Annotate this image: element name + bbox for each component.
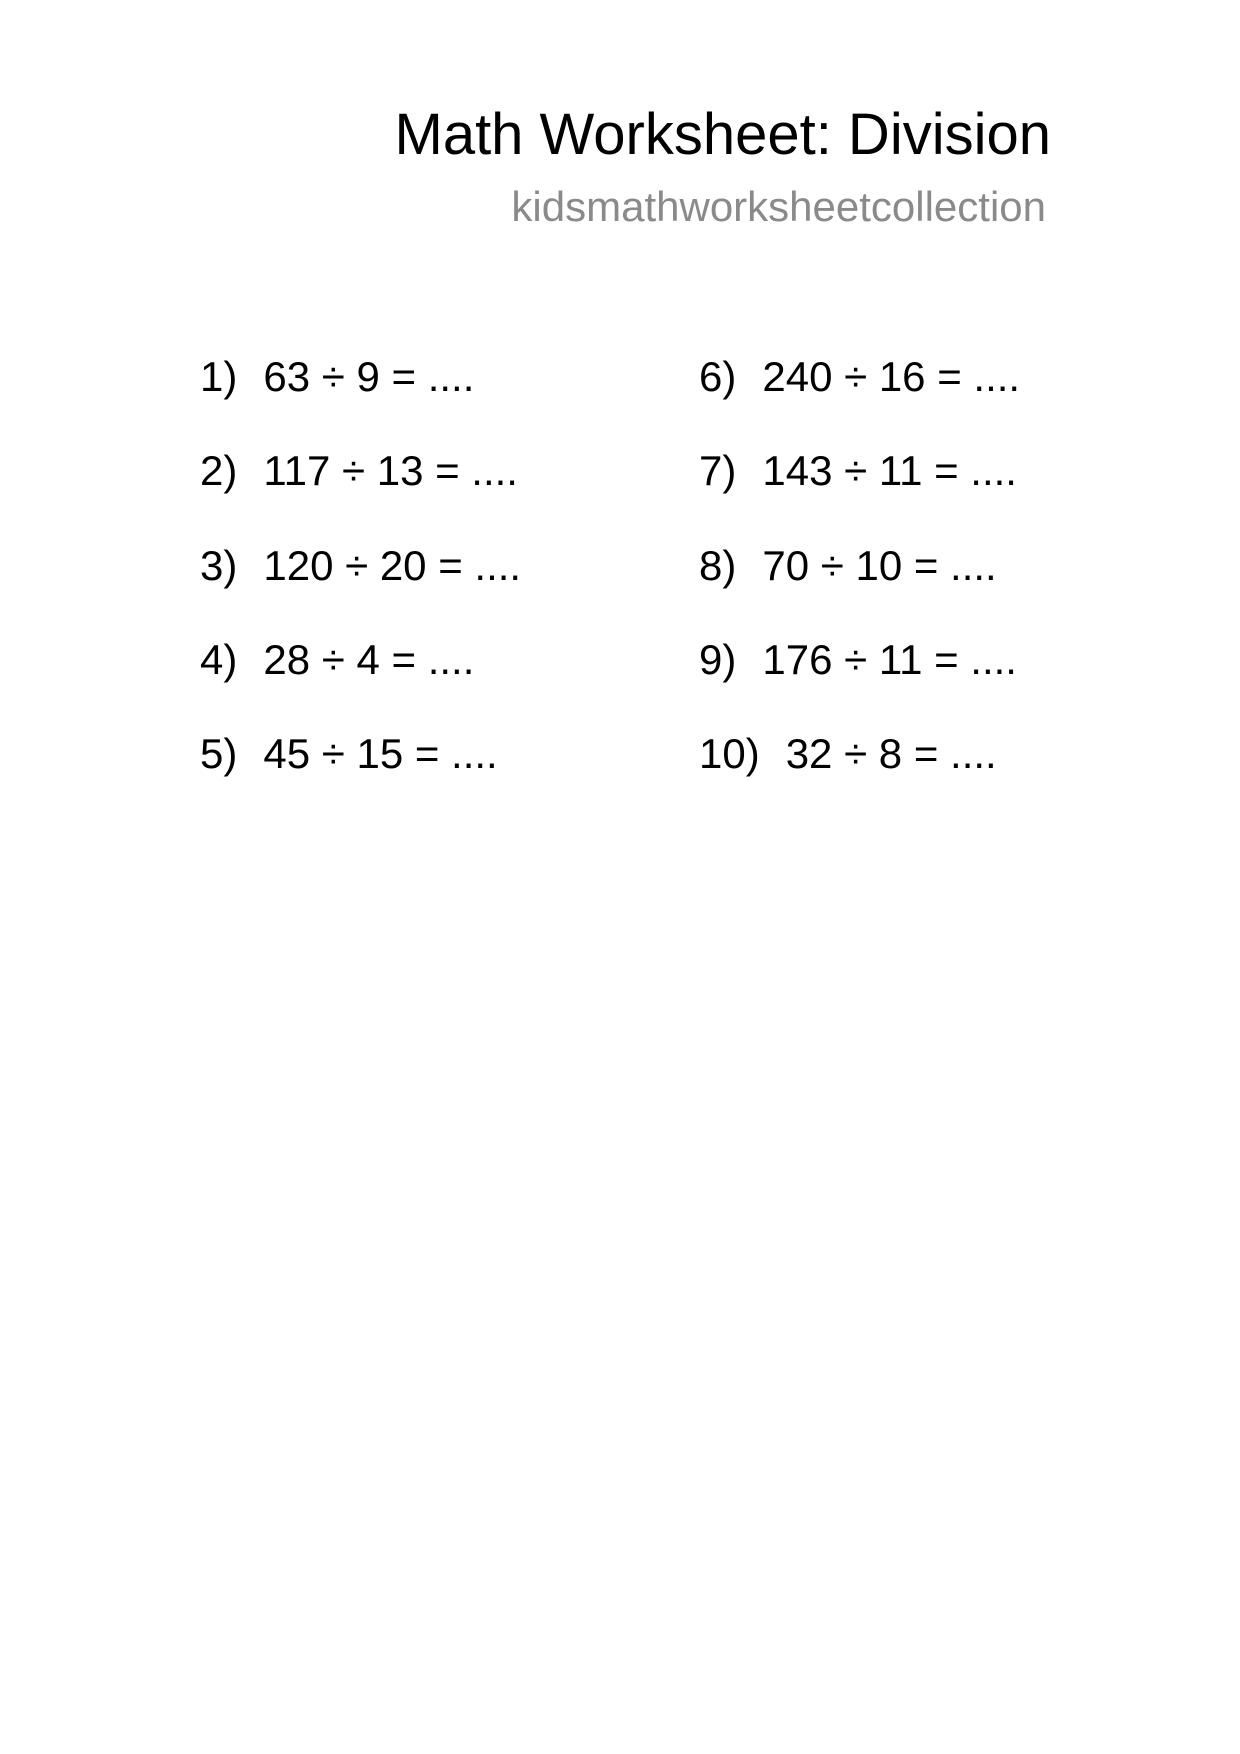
problem-number: 7): [699, 447, 737, 494]
problem-expression: 63 ÷ 9 = ....: [263, 353, 475, 400]
problem-expression: 70 ÷ 10 = ....: [762, 542, 997, 589]
problem-expression: 45 ÷ 15 = ....: [263, 730, 498, 777]
problem-expression: 143 ÷ 11 = ....: [762, 447, 1017, 494]
problem-2: [200, 446, 518, 496]
worksheet-title: Math Worksheet: Division: [394, 102, 1051, 167]
problem-5: [200, 729, 498, 779]
problem-number: 2): [200, 447, 238, 494]
problem-expression: 32 ÷ 8 = ....: [785, 730, 997, 777]
problem-number: 1): [200, 353, 238, 400]
problem-number: 8): [699, 542, 737, 589]
problem-4: [200, 635, 474, 685]
problem-10: [699, 729, 997, 779]
problem-number: 6): [699, 353, 737, 400]
problem-number: 9): [699, 636, 737, 683]
problem-expression: 120 ÷ 20 = ....: [263, 542, 522, 589]
problem-1: [200, 352, 474, 402]
problem-3: [200, 541, 521, 591]
worksheet-source: kidsmathworksheetcollection: [511, 183, 1046, 230]
problem-number: 4): [200, 636, 238, 683]
problem-6: [699, 352, 1020, 402]
problem-8: [699, 541, 997, 591]
problem-7: [699, 446, 1017, 496]
problem-expression: 117 ÷ 13 = ....: [263, 447, 518, 494]
problem-expression: 240 ÷ 16 = ....: [762, 353, 1021, 400]
problem-expression: 28 ÷ 4 = ....: [263, 636, 475, 683]
problem-number: 10): [699, 730, 760, 777]
problem-expression: 176 ÷ 11 = ....: [762, 636, 1017, 683]
problem-9: [699, 635, 1017, 685]
problem-number: 3): [200, 542, 238, 589]
problem-number: 5): [200, 730, 238, 777]
